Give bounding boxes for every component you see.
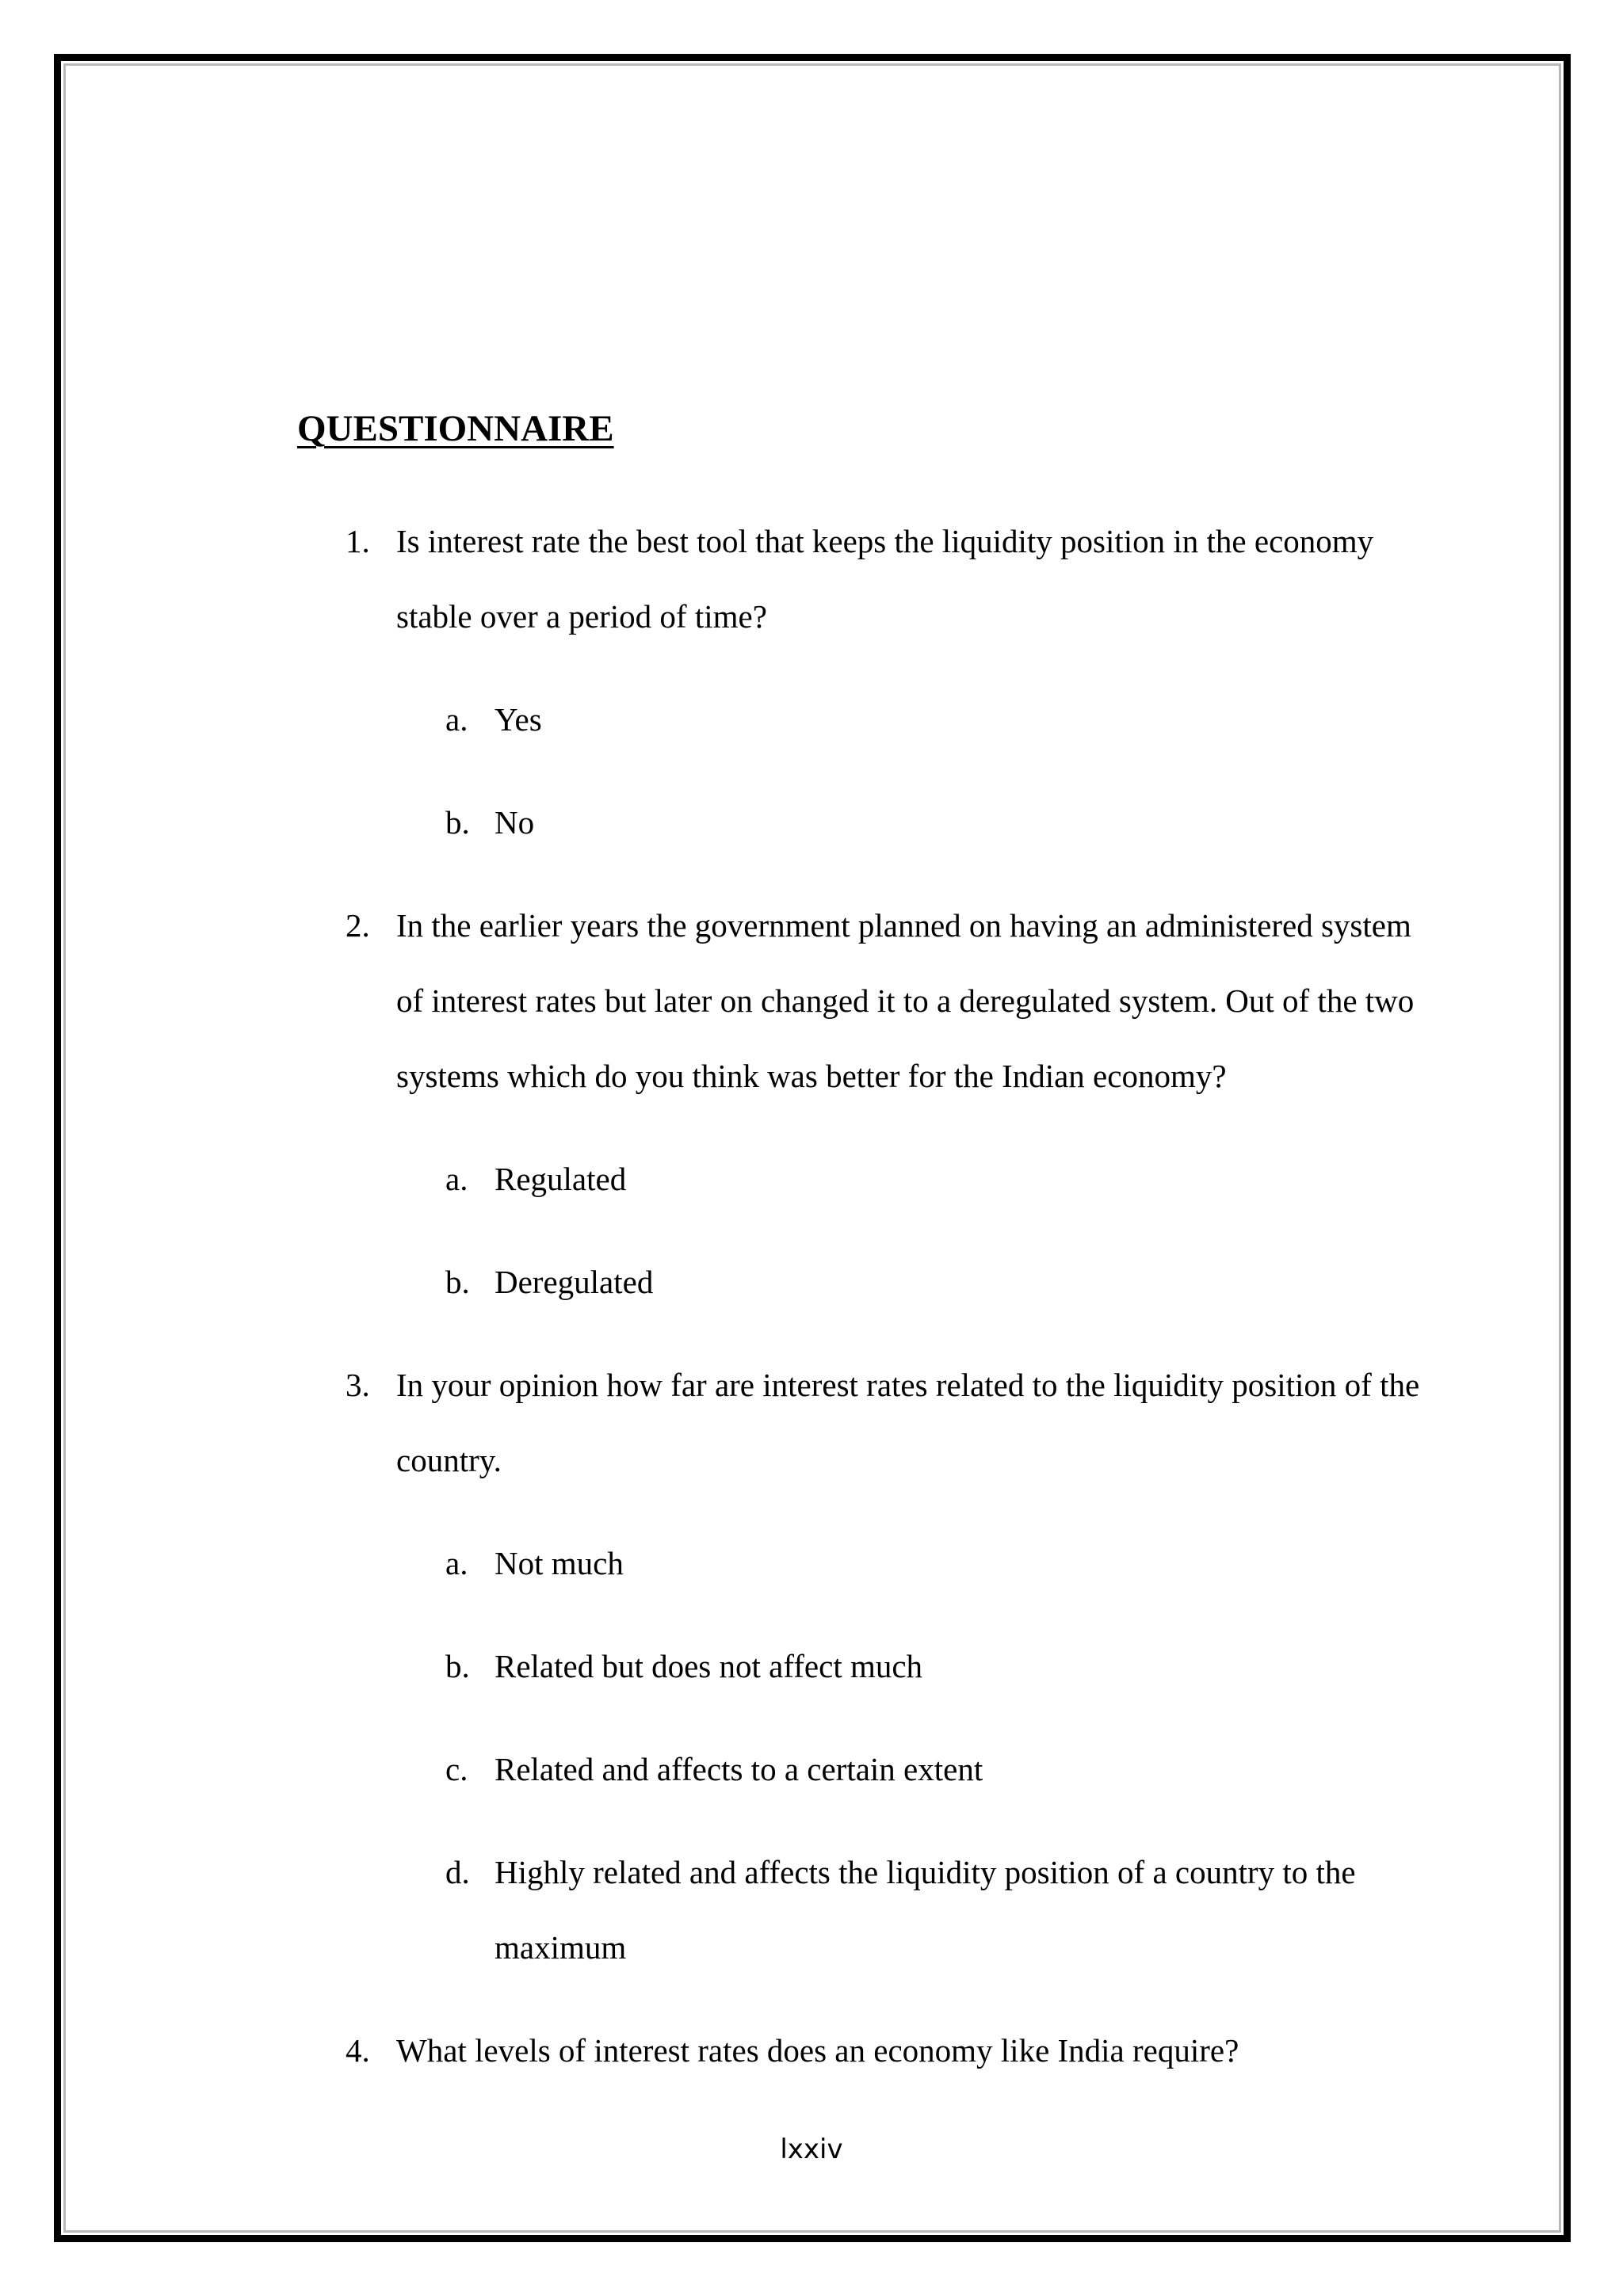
option-text: Highly related and affects the liquidity position of a country to the bbox=[495, 1854, 1356, 1890]
page-title: QUESTIONNAIRE bbox=[297, 408, 614, 449]
page-number: lxxiv bbox=[780, 2134, 843, 2165]
question-number: 2. bbox=[346, 907, 370, 944]
option-letter: a. bbox=[445, 1545, 468, 1581]
option-text: maximum bbox=[495, 1929, 627, 1966]
option-text: Yes bbox=[495, 701, 542, 738]
option-letter: a. bbox=[445, 1161, 468, 1197]
option-letter: a. bbox=[445, 701, 468, 738]
question-number: 3. bbox=[346, 1367, 370, 1403]
question-number: 1. bbox=[346, 523, 370, 559]
page-inner-border bbox=[63, 63, 1561, 2233]
option-letter: b. bbox=[445, 804, 470, 841]
question-text-line: Is interest rate the best tool that keeps the liquidity position in the economy bbox=[396, 523, 1374, 559]
option-letter: d. bbox=[445, 1854, 470, 1890]
option-text: Regulated bbox=[495, 1161, 627, 1197]
option-letter: c. bbox=[445, 1751, 468, 1787]
option-letter: b. bbox=[445, 1648, 470, 1684]
option-text: Related but does not affect much bbox=[495, 1648, 923, 1684]
question-text-line: stable over a period of time? bbox=[396, 598, 767, 635]
option-letter: b. bbox=[445, 1264, 470, 1300]
question-text-line: In your opinion how far are interest rates related to the liquidity position of the bbox=[396, 1367, 1420, 1403]
question-text-line: country. bbox=[396, 1442, 502, 1478]
question-text-line: of interest rates but later on changed it to a deregulated system. Out of the two bbox=[396, 982, 1415, 1019]
question-text-line: In the earlier years the government planned on having an administered system bbox=[396, 907, 1411, 944]
option-text: No bbox=[495, 804, 535, 841]
question-text-line: What levels of interest rates does an economy like India require? bbox=[396, 2032, 1239, 2069]
question-text-line: systems which do you think was better for the Indian economy? bbox=[396, 1058, 1227, 1094]
option-text: Related and affects to a certain extent bbox=[495, 1751, 983, 1787]
option-text: Deregulated bbox=[495, 1264, 654, 1300]
option-text: Not much bbox=[495, 1545, 624, 1581]
question-number: 4. bbox=[346, 2032, 370, 2069]
